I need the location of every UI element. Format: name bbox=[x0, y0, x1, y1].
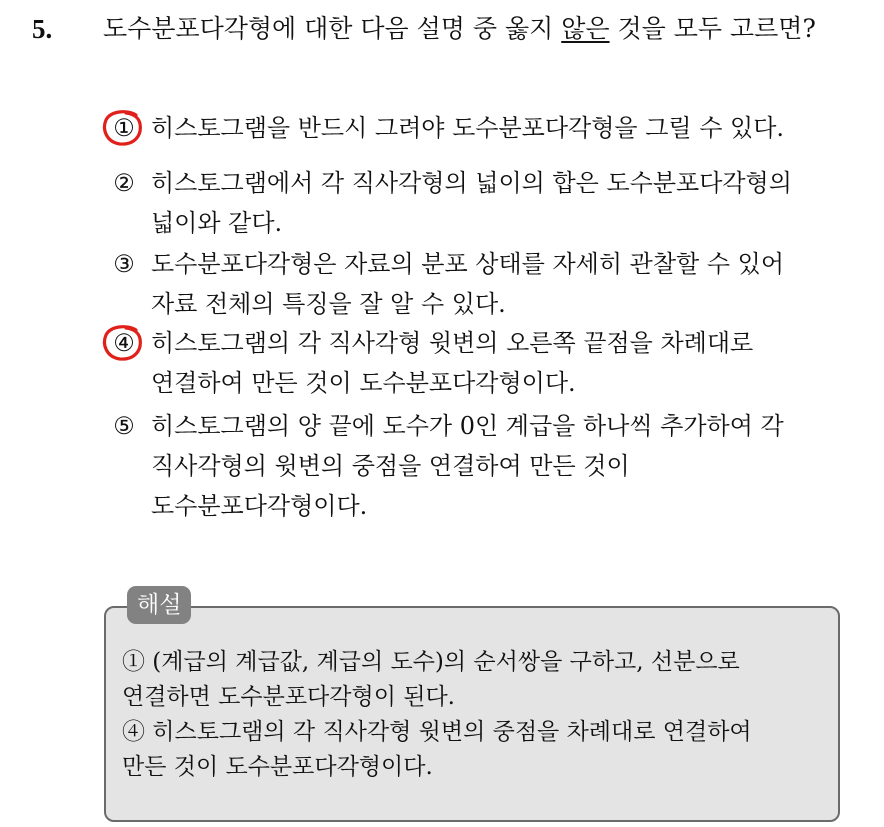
choice-body bbox=[151, 323, 848, 403]
question-text-before: 도수분포다각형에 대한 다음 설명 중 옳지 bbox=[103, 14, 562, 43]
choice-line: 직사각형의 윗변의 중점을 연결하여 만든 것이 bbox=[151, 452, 630, 480]
explanation-line: 연결하면 도수분포다각형이 된다. bbox=[122, 684, 455, 710]
choice-2 bbox=[108, 163, 848, 243]
choice-line: 히스토그램에서 각 직사각형의 넓이의 합은 도수분포다각형의 bbox=[151, 169, 792, 197]
choice-number: ① bbox=[113, 114, 135, 142]
choice-3 bbox=[108, 244, 848, 324]
choice-body bbox=[151, 406, 848, 526]
choice-line: 도수분포다각형은 자료의 분포 상태를 자세히 관찰할 수 있어 bbox=[151, 250, 785, 278]
explanation-tag: 해설 bbox=[127, 586, 191, 624]
choice-line: 히스토그램의 각 직사각형 윗변의 오른쪽 끝점을 차례대로 bbox=[151, 329, 754, 357]
choice-number: ② bbox=[113, 169, 135, 197]
choice-line: 자료 전체의 특징을 잘 알 수 있다. bbox=[151, 290, 506, 318]
choice-line: 도수분포다각형이다. bbox=[151, 492, 368, 520]
explanation-text bbox=[122, 645, 834, 785]
question-number: 5. bbox=[32, 14, 53, 44]
choice-number: ⑤ bbox=[113, 412, 135, 440]
choice-number: ③ bbox=[113, 250, 135, 278]
question-text-after: 것을 모두 고르면? bbox=[609, 14, 816, 43]
choice-4 bbox=[108, 323, 848, 403]
question-emphasis: 않은 bbox=[561, 14, 610, 43]
choice-line: 넓이와 같다. bbox=[151, 209, 283, 237]
explanation-line: 만든 것이 도수분포다각형이다. bbox=[122, 754, 433, 780]
choice-body bbox=[151, 163, 848, 243]
choice-1 bbox=[108, 108, 848, 148]
choice-line: 히스토그램의 양 끝에 도수가 0인 계급을 하나씩 추가하여 각 bbox=[151, 412, 784, 440]
choice-body bbox=[151, 244, 848, 324]
explanation-line: ① (계급의 계급값, 계급의 도수)의 순서쌍을 구하고, 선분으로 bbox=[122, 649, 740, 675]
choice-body bbox=[151, 108, 848, 148]
choice-5 bbox=[108, 406, 848, 526]
choice-line: 연결하여 만든 것이 도수분포다각형이다. bbox=[151, 369, 576, 397]
choice-number: ④ bbox=[113, 329, 135, 357]
explanation-line: ④ 히스토그램의 각 직사각형 윗변의 중점을 차례대로 연결하여 bbox=[122, 719, 752, 745]
question-text bbox=[103, 12, 816, 46]
choice-line: 히스토그램을 반드시 그려야 도수분포다각형을 그릴 수 있다. bbox=[151, 114, 785, 142]
